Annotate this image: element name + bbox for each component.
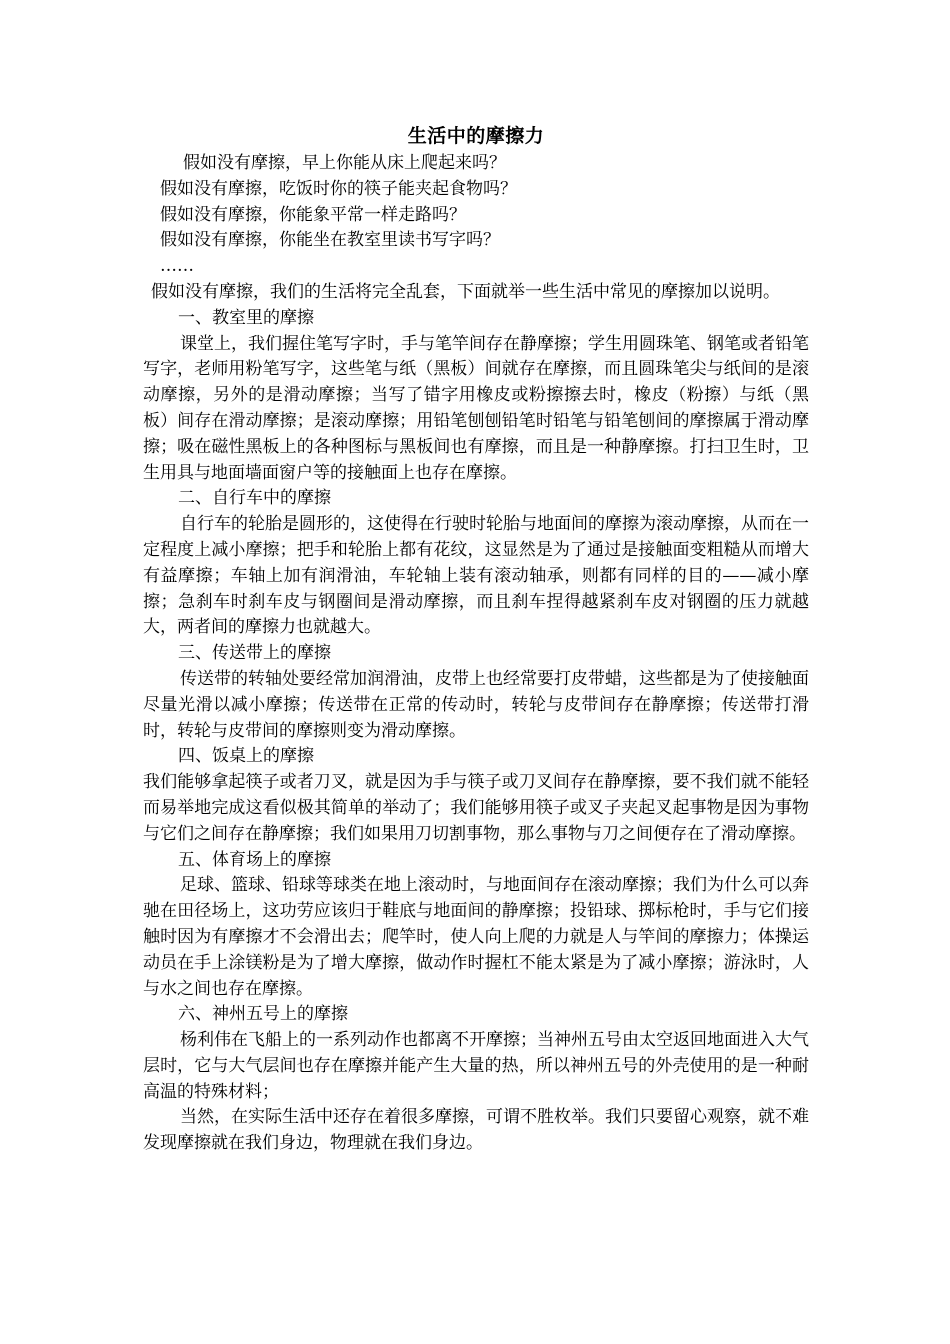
section-heading-shenzhou: 六、神州五号上的摩擦: [178, 1004, 348, 1025]
section-heading-conveyor: 三、传送带上的摩擦: [178, 643, 331, 664]
question-line: 假如没有摩擦，你能坐在教室里读书写字吗？: [160, 230, 500, 251]
question-line: 假如没有摩擦，你能象平常一样走路吗？: [160, 204, 466, 225]
conclusion-paragraph: 当然，在实际生活中还存在着很多摩擦，可谓不胜枚举。我们只要留心观察，就不难发现摩擦就在我们身边，物理就在我们身边。: [143, 1107, 809, 1154]
section-body-classroom: 课堂上，我们握住笔写字时，手与笔竿间存在静摩擦；学生用圆珠笔、钢笔或者铅笔写字，老师用粉笔写字，这些笔与纸（黑板）间就存在摩擦，而且圆珠笔尖与纸间的是滚动摩擦，另外的是滑动摩擦；当写了错字用橡皮或粉擦擦去时，橡皮（粉擦）与纸（黑板）间存在滑动摩擦；是滚动摩擦；用铅笔刨刨铅笔时铅笔与铅笔刨间的摩擦属于滑动摩擦；吸在磁性黑板上的各种图标与黑板间也有摩擦，而且是一种静摩擦。打扫卫生时，卫生用具与地面墙面窗户等的接触面上也存在摩擦。: [143, 333, 809, 483]
document-content: [143, 121, 809, 1157]
section-heading-sports: 五、体育场上的摩擦: [178, 849, 331, 870]
section-heading-classroom: 一、教室里的摩擦: [178, 307, 314, 328]
question-line: 假如没有摩擦，吃饭时你的筷子能夹起食物吗？: [160, 178, 517, 199]
section-body-conveyor: 传送带的转轴处要经常加润滑油，皮带上也经常要打皮带蜡，这些都是为了使接触面尽量光滑以减小摩擦；传送带在正常的传动时，转轮与皮带间存在静摩擦；传送带打滑时，转轮与皮带间的摩擦则变为滑动摩擦。: [143, 668, 809, 741]
section-body-bicycle: 自行车的轮胎是圆形的，这使得在行驶时轮胎与地面间的摩擦为滚动摩擦，从而在一定程度上减小摩擦；把手和轮胎上都有花纹，这显然是为了通过是接触面变粗糙从而增大有益摩擦；车轴上加有润滑油，车轮轴上装有滚动轴承，则都有同样的目的——减小摩擦；急刹车时刹车皮与钢圈间是滑动摩擦，而且刹车捏得越紧刹车皮对钢圈的压力就越大，两者间的摩擦力也就越大。: [143, 514, 809, 638]
section-heading-bicycle: 二、自行车中的摩擦: [178, 488, 331, 509]
section-body-shenzhou: 杨利伟在飞船上的一系列动作也都离不开摩擦；当神州五号由太空返回地面进入大气层时，它与大气层间也存在摩擦并能产生大量的热，所以神州五号的外壳使用的是一种耐高温的特殊材料；: [143, 1030, 809, 1102]
ellipsis-line: ……: [160, 256, 194, 277]
intro-paragraph: 假如没有摩擦，我们的生活将完全乱套，下面就举一些生活中常见的摩擦加以说明。: [151, 281, 780, 302]
question-line: 假如没有摩擦，早上你能从床上爬起来吗？: [183, 153, 506, 173]
document-title: 生活中的摩擦力: [407, 125, 545, 147]
section-body-dining: 我们能够拿起筷子或者刀叉，就是因为手与筷子或刀叉间存在静摩擦，要不我们就不能轻而易举地完成这看似极其简单的举动了；我们能够用筷子或叉子夹起叉起事物是因为事物与它们之间存在静摩擦；我们如果用刀切割事物，那么事物与刀之间便存在了滑动摩擦。: [143, 772, 809, 844]
section-body-sports: 足球、篮球、铅球等球类在地上滚动时，与地面间存在滚动摩擦；我们为什么可以奔驰在田径场上，这功劳应该归于鞋底与地面间的静摩擦；投铅球、掷标枪时，手与它们接触时因为有摩擦才不会滑出去；爬竿时，使人向上爬的力就是人与竿间的摩擦力；体操运动员在手上涂镁粉是为了增大摩擦，做动作时握杠不能太紧是为了减小摩擦；游泳时，人与水之间也存在摩擦。: [143, 875, 809, 999]
section-heading-dining: 四、饭桌上的摩擦: [178, 746, 314, 767]
